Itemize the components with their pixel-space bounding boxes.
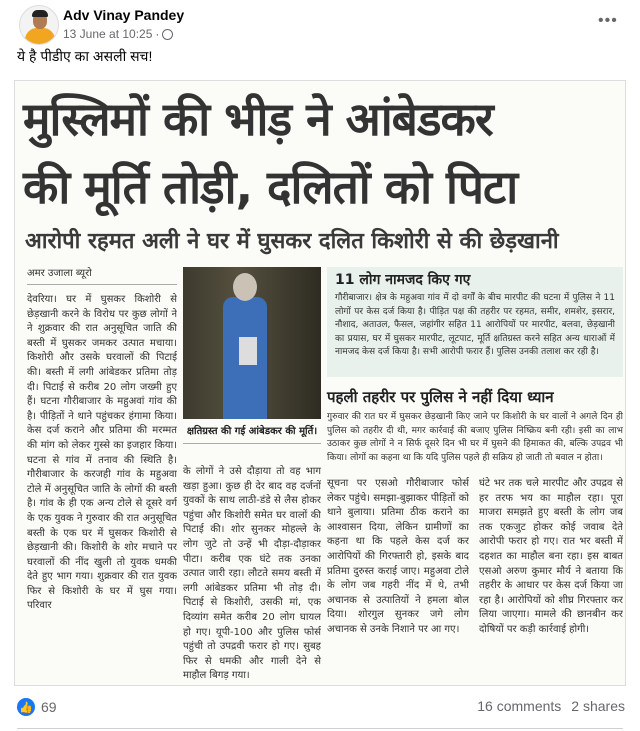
post-meta bbox=[63, 27, 173, 41]
comments-count[interactable]: 16 comments bbox=[477, 698, 562, 714]
headline-line-1: मुस्लिमों की भीड़ ने आंबेडकर bbox=[23, 92, 493, 146]
subheadline: आरोपी रहमत अली ने घर में घुसकर दलित किशोरी से की छेड़खानी bbox=[25, 229, 559, 254]
author-name[interactable]: Adv Vinay Pandey bbox=[63, 7, 185, 23]
thumbs-up-icon: 👍 bbox=[17, 698, 35, 716]
section-2-text: गुरुवार की रात घर में घुसकर छेड़खानी किए जाने पर किशोरी के घर वालों ने अगले दिन ही पुलिस को तहरीर दी थी, मगर कार्रवाई की बजाए पुलिस निष्क्रिय बनी रही। इसी का लाभ उठाकर कुछ लोगों ने न सिर्फ दूसरे दिन भी घर में घुसने की हिमाकत की, बल्कि उपद्रव भी किया। लोगों का कहना था कि यदि पुलिस पहले ही सक्रिय हो जाती तो बवाल न होता। bbox=[327, 412, 623, 463]
more-options-button[interactable]: ••• bbox=[598, 12, 618, 29]
engagement-counts bbox=[477, 698, 625, 714]
article-column-4: घंटे भर तक चले मारपीट और उपद्रव से हर तरफ भय का माहौल रहा। पूरा माजरा समझते हुए बस्ती के लोग जब तक एकजुट होकर कोई जवाब देते आरोपी फरार हो गए। रात भर बस्ती में दहशत का माहौल बना रहा। इस बाबत एसओ अरुण कुमार मौर्य ने बताया कि तहरीर के आधार पर केस दर्ज किया जा रहा है। आरोपियों को शीघ्र गिरफ्तार कर लिया जाएगा। मामले की छानबीन कर दोषियों पर कड़ी कार्रवाई होगी। bbox=[479, 478, 623, 635]
globe-icon bbox=[162, 29, 173, 40]
article-column-3: सूचना पर एसओ गौरीबाजार फोर्स लेकर पहुंचे। समझा-बुझाकर पीड़ितों को थाने बुलाया। प्रतिमा ठीक कराने का आश्वासन दिया, लेकिन ग्रामीणों का कहना था कि पहले केस दर्ज कर आरोपियों की गिरफ्तारी हो, इसके बाद प्रतिमा दुरुस्त कराई जाए। महुअवा टोले के लोग जब गहरी नींद में थे, तभी अचानक से उत्पातियों ने हमला बोल दिया। शोरगुल सुनकर जगे लोग अचानक से उनके निशाने पर आ गए। bbox=[327, 478, 469, 635]
separator: · bbox=[155, 27, 160, 41]
post-caption: ये है पीडीए का असली सच! bbox=[17, 48, 153, 64]
shares-count[interactable]: 2 shares bbox=[571, 698, 625, 714]
divider bbox=[17, 728, 623, 729]
post-photo-newspaper-clipping[interactable] bbox=[14, 80, 626, 686]
section-heading-2: पहली तहरीर पर पुलिस ने नहीं दिया ध्यान bbox=[327, 388, 554, 406]
reactions-summary[interactable] bbox=[17, 698, 57, 716]
avatar[interactable] bbox=[19, 5, 59, 45]
statue-photo bbox=[183, 267, 321, 419]
box-text: गौरीबाजार। क्षेत्र के महुअवा गांव में दो वर्गों के बीच मारपीट की घटना में पुलिस ने 11 लोगों पर केस दर्ज किया है। पीड़ित पक्ष की तहरीर पर रहमत, समीर, शमशेर, इसरार, नौशाद, अताउल, फैसल, जहांगीर सहित 11 आरोपियों पर मारपीट, बलवा, छेड़खानी का प्रयास, घर में घुसकर मारपीट, लूटपाट, मूर्ति क्षतिग्रस्त करने सहित अन्य धाराओं में नामजद केस दर्ज किया है। सभी आरोपी फरार हैं। पुलिस उनकी तलाश कर रही है। bbox=[335, 293, 615, 357]
reaction-count[interactable]: 69 bbox=[41, 699, 57, 715]
photo-caption: क्षतिग्रस्त की गई आंबेडकर की मूर्ति। bbox=[183, 425, 321, 444]
box-heading: 11 लोग नामजद किए गए bbox=[335, 272, 471, 288]
headline-line-2: की मूर्ति तोड़ी, दलितों को पिटा bbox=[23, 160, 518, 214]
timestamp[interactable]: 13 June at 10:25 bbox=[63, 27, 153, 41]
article-column-2: के लोगों ने उसे दौड़ाया तो वह भाग खड़ा हुआ। कुछ ही देर बाद वह दर्जनों युवकों के साथ लाठी-डंडे से लैस होकर पहुंचा और किशोरी समेत घर वालों की पिटाई की। शोर सुनकर मोहल्ले के लोग जुटे तो उन्हें भी दौड़ा-दौड़ाकर पीटा। करीब एक घंटे तक उनका उत्पात जारी रहा। लौटते समय बस्ती में लगी आंबेडकर प्रतिमा भी तोड़ दी। पिटाई से किशोरी, उसकी मां, एक दिव्यांग समेत करीब 20 लोग घायल हो गए। यूपी-100 और पुलिस फोर्स पहुंची तो उपद्रवी फरार हो गए। सुबह फिर से धमकी और गाली देने से माहौल बिगड़ गया। bbox=[183, 466, 321, 682]
article-column-1: देवरिया। घर में घुसकर किशोरी से छेड़खानी करने के विरोध पर कुछ लोगों ने ने शुक्रवार की रात अनुसूचित जाति की बस्ती में घुसकर जमकर उत्पात मचाया। किशोरी और उसके घरवालों की पिटाई की। बस्ती में लगी आंबेडकर प्रतिमा तोड़ दी। पिटाई से करीब 20 लोग जख्मी हुए हैं। घटना गौरीबाजार के महुअवां गांव की है। पीड़ितों ने थाने पहुंचकर हंगामा किया। केस दर्ज कराने और प्रतिमा की मरम्मत की मांग को लेकर गुस्से का इजहार किया। घटना से गांव में तनाव की स्थिति है। गौरीबाजार के करजही गांव के महुअवा टोले में अनुसूचित जाति के लोगों की बस्ती है। गांव के ही एक अन्य टोले से दूसरे वर्ग के एक युवक ने गुरुवार की रात अनुसूचित बस्ती के एक घर में घुसकर किशोरी से छेड़खानी की। किशोरी के शोर मचाने पर घरवालों की नींद खुली तो युवक धमकी देते हुए भाग गया। शुक्रवार की रात युवक फिर से किशोरी के घर में घुस गया। परिवार bbox=[27, 294, 177, 612]
byline: अमर उजाला ब्यूरो bbox=[27, 267, 177, 285]
sidebar-box bbox=[327, 267, 623, 377]
